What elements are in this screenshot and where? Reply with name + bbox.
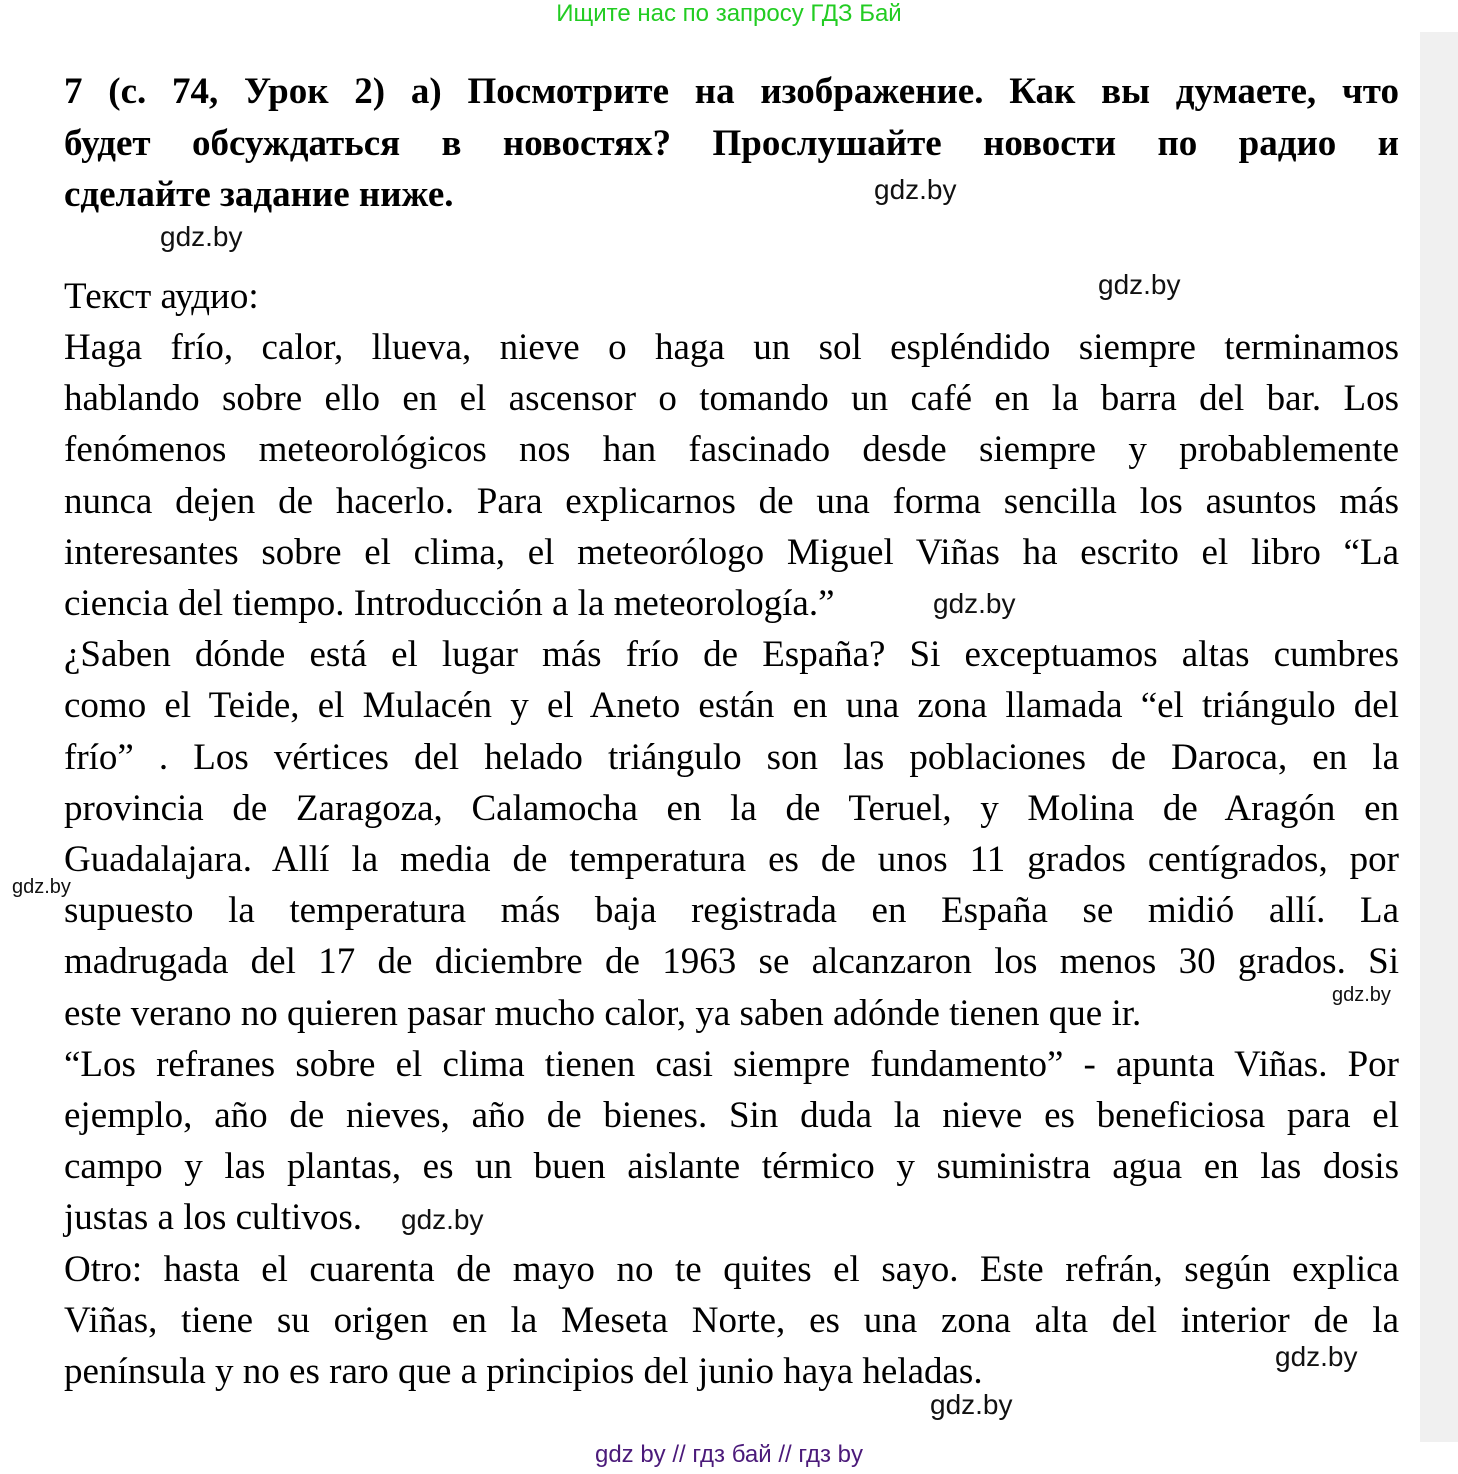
watermark: gdz.by bbox=[401, 1204, 484, 1235]
scrollbar[interactable] bbox=[1420, 32, 1458, 1442]
watermark: gdz.by bbox=[874, 174, 957, 205]
watermark: gdz.by bbox=[1275, 1341, 1358, 1372]
watermark: gdz.by bbox=[160, 221, 243, 252]
watermark: gdz.by bbox=[1332, 984, 1391, 1006]
audio-label: Текст аудио: bbox=[64, 276, 259, 317]
text-line: interesantes sobre el clima, el meteorólogo Miguel Viñas ha escrito el libro “La bbox=[64, 531, 1399, 573]
text-line: ejemplo, año de nieves, año de bienes. Sin duda la nieve es beneficiosa para el bbox=[64, 1095, 1399, 1136]
task-title-line: 7 (с. 74, Урок 2) a) Посмотрите на изображение. Как вы думаете, что bbox=[64, 71, 1399, 112]
text-line: provincia de Zaragoza, Calamocha en la de Teruel, y Molina de Aragón en bbox=[64, 787, 1399, 829]
watermark: gdz.by bbox=[12, 876, 71, 898]
text-line: península y no es raro que a principios del junio haya heladas. bbox=[64, 1351, 983, 1392]
text-line: ¿Saben dónde está el lugar más frío de España? Si exceptuamos altas cumbres bbox=[64, 634, 1399, 676]
text-line: Viñas, tiene su origen en la Meseta Norte, es una zona alta del interior de la bbox=[64, 1299, 1399, 1341]
text-line: ciencia del tiempo. Introducción a la meteorología.” bbox=[64, 583, 835, 624]
task-title-line: сделайте задание ниже. bbox=[64, 174, 454, 215]
text-line: Haga frío, calor, llueva, nieve o haga un sol espléndido siempre terminamos bbox=[64, 327, 1399, 368]
search-banner[interactable]: Ищите нас по запросу ГДЗ Бай bbox=[556, 0, 902, 27]
text-line: justas a los cultivos. bbox=[64, 1197, 363, 1239]
text-line: Guadalajara. Allí la media de temperatura es de unos 11 grados centígrados, por bbox=[64, 839, 1399, 880]
text-line: hablando sobre ello en el ascensor o tomando un café en la barra del bar. Los bbox=[64, 378, 1399, 420]
watermark: gdz.by bbox=[930, 1389, 1013, 1420]
text-line: madrugada del 17 de diciembre de 1963 se alcanzaron los menos 30 grados. Si bbox=[64, 941, 1399, 983]
text-line: nunca dejen de hacerlo. Para explicarnos de una forma sencilla los asuntos más bbox=[64, 480, 1399, 522]
text-line: supuesto la temperatura más baja registrada en España se midió allí. La bbox=[64, 890, 1399, 932]
text-line: este verano no quieren pasar mucho calor, ya saben adónde tienen que ir. bbox=[64, 992, 1142, 1034]
watermark: gdz.by bbox=[1098, 269, 1181, 300]
watermark: gdz.by bbox=[933, 588, 1016, 619]
text-line: como el Teide, el Mulacén y el Aneto están en una zona llamada “el triángulo del bbox=[64, 685, 1399, 727]
task-title-line: будет обсуждаться в новостях? Прослушайте новости по радио и bbox=[64, 123, 1399, 164]
text-line: Otro: hasta el cuarenta de mayo no te quites el sayo. Este refrán, según explica bbox=[64, 1248, 1399, 1290]
text-line: “Los refranes sobre el clima tienen casi siempre fundamento” - apunta Viñas. Por bbox=[64, 1043, 1399, 1085]
text-line: frío” . Los vértices del helado triángulo son las poblaciones de Daroca, en la bbox=[64, 736, 1399, 778]
footer-links[interactable]: gdz by // гдз бай // гдз by bbox=[594, 1441, 864, 1468]
text-line: campo y las plantas, es un buen aislante térmico y suministra agua en las dosis bbox=[64, 1146, 1399, 1188]
text-line: fenómenos meteorológicos nos han fascinado desde siempre y probablemente bbox=[64, 429, 1399, 471]
